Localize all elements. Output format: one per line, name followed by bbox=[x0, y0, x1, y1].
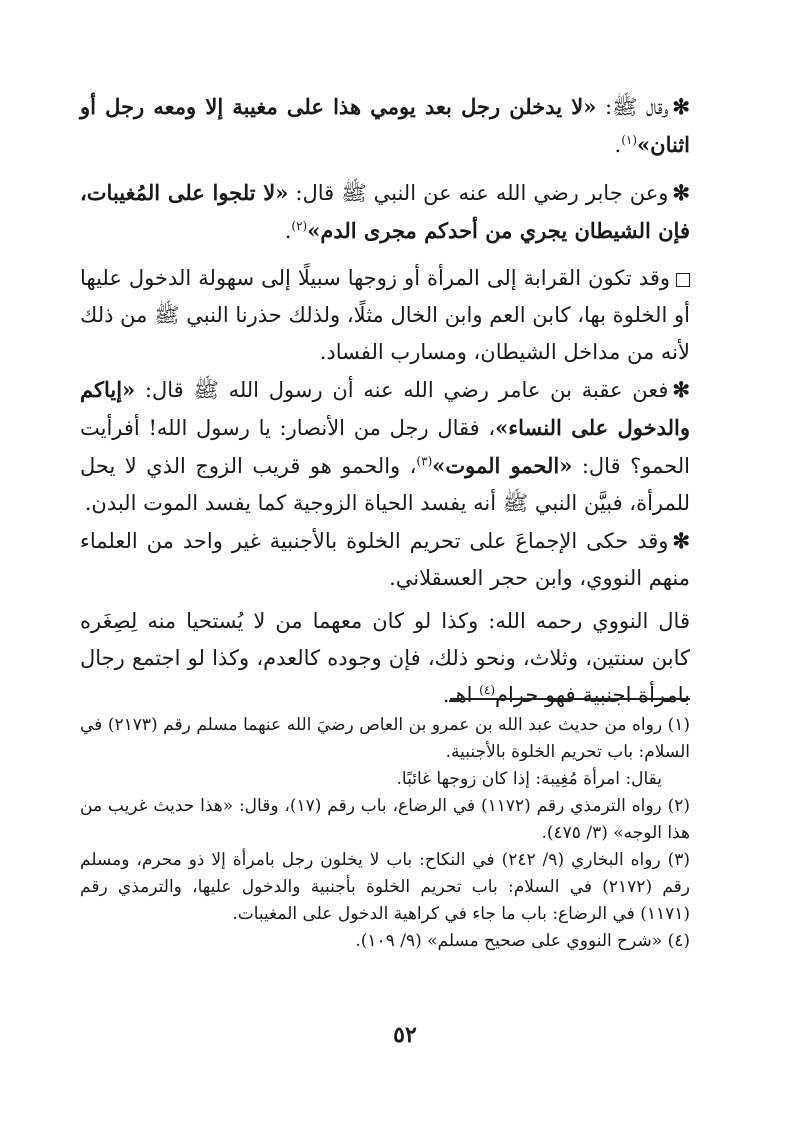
paragraph-1-lead: وقال ﷺ: bbox=[596, 95, 669, 119]
paragraph-6-end: اهـ. bbox=[442, 683, 480, 707]
footnote-number: (١) bbox=[667, 715, 690, 735]
hadith-quote-4: «الحمو الموت» bbox=[432, 453, 573, 478]
footnote-text: «شرح النووي على صحيح مسلم» (٩/ ١٠٩). bbox=[355, 931, 663, 951]
paragraph-2 bbox=[80, 174, 690, 250]
footnote-ref-4: (٤) bbox=[479, 683, 495, 697]
paragraph-4 bbox=[80, 371, 690, 522]
paragraph-2-end: . bbox=[284, 219, 292, 243]
paragraph-3-text: وقد تكون القرابة إلى المرأة أو زوجها سبيلًا إلى سهولة الدخول عليها أو الخلوة بها، كابن العم وابن الخال مثلًا، ولذلك حذرنا النبي ﷺ من ذلك لأنه من مداخل الشيطان، ومسارب الفساد. bbox=[80, 266, 690, 364]
footnote-1 bbox=[80, 712, 690, 766]
paragraph-4-lead: فعن عقبة بن عامر رضي الله عنه أن رسول الله ﷺ قال: bbox=[135, 378, 669, 402]
main-text bbox=[80, 88, 690, 714]
star-icon: ✻ bbox=[672, 377, 690, 402]
footnote-2 bbox=[80, 793, 690, 847]
paragraph-2-lead: وعن جابر رضي الله عنه عن النبي ﷺ قال: bbox=[288, 181, 669, 205]
footnote-number: (٣) bbox=[667, 850, 690, 870]
paragraph-4-end: ، والحمو هو قريب الزوج الذي لا يحل للمرأة، فبيَّن النبي ﷺ أنه يفسد الحياة الزوجية كما يفسد الموت البدن. bbox=[80, 454, 690, 515]
footnote-ref-3: (٣) bbox=[416, 454, 433, 468]
paragraph-5-text: وقد حكى الإجماعَ على تحريم الخلوة بالأجنبية غير واحد من العلماء منهم النووي، وابن حجر العسقلاني. bbox=[80, 529, 690, 590]
footnote-ref-2: (٢) bbox=[291, 219, 308, 233]
hadith-quote-2: «لا تلجوا على المُغيبات، فإن الشيطان يجري من أحدكم مجرى الدم» bbox=[80, 180, 690, 243]
footnote-1-note: يقال: امرأة مُغِيبة: إذا كان زوجها غائبًا. bbox=[396, 769, 662, 789]
page-number: ٥٢ bbox=[393, 1022, 417, 1048]
square-bullet-icon bbox=[676, 273, 690, 287]
footnote-separator bbox=[450, 698, 690, 700]
footnote-text: رواه الترمذي رقم (١١٧٢) في الرضاع، باب رقم (١٧)، وقال: «هذا حديث غريب من هذا الوجه» (٣/ ٤٧٥). bbox=[80, 796, 690, 843]
paragraph-6-text: قال النووي رحمه الله: وكذا لو كان معهما من لا يُستحيا منه لِصِغَره كابن سنتين، وثلاث، ونحو ذلك، فإن وجوده كالعدم، وكذا لو اجتمع رجال بامرأة اجنبية فهو حرام bbox=[80, 609, 690, 707]
footnote-3 bbox=[80, 847, 690, 928]
paragraph-5 bbox=[80, 522, 690, 597]
paragraph-4-mid: ، فقال رجل من الأنصار: يا رسول الله! أفرأيت الحمو؟ قال: bbox=[80, 416, 690, 478]
footnote-4 bbox=[80, 928, 690, 955]
paragraph-3 bbox=[80, 260, 690, 371]
footnote-text: رواه من حديث عبد الله بن عمرو بن العاص رضيَ الله عنهما مسلم رقم (٢١٧٣) في السلام: باب تحريم الخلوة بالأجنبية. bbox=[80, 715, 690, 762]
footnotes bbox=[80, 712, 690, 955]
footnote-number: (٢) bbox=[667, 796, 691, 816]
hadith-quote-1: «لا يدخلن رجل بعد يومي هذا على مغيبة إلا ومعه رجل أو اثنان» bbox=[80, 94, 690, 157]
hadith-quote-3: «إياكم والدخول على النساء» bbox=[80, 377, 690, 440]
footnote-text: رواه البخاري (٩/ ٢٤٢) في النكاح: باب لا يخلون رجل بامرأة إلا ذو محرم، ومسلم رقم (٢١٧٢) في السلام: باب تحريم الخلوة بأجنبية والدخول عليها، والترمذي رقم (١١٧١) في الرضاع: باب ما جاء في كراهية الدخول على المغيبات. bbox=[80, 850, 690, 924]
star-icon: ✻ bbox=[672, 94, 690, 119]
footnote-ref-1: (١) bbox=[621, 133, 638, 147]
paragraph-1 bbox=[80, 88, 690, 164]
paragraph-1-end: . bbox=[614, 133, 622, 157]
star-icon: ✻ bbox=[672, 528, 690, 553]
star-icon: ✻ bbox=[672, 180, 690, 205]
footnote-number: (٤) bbox=[667, 931, 690, 951]
